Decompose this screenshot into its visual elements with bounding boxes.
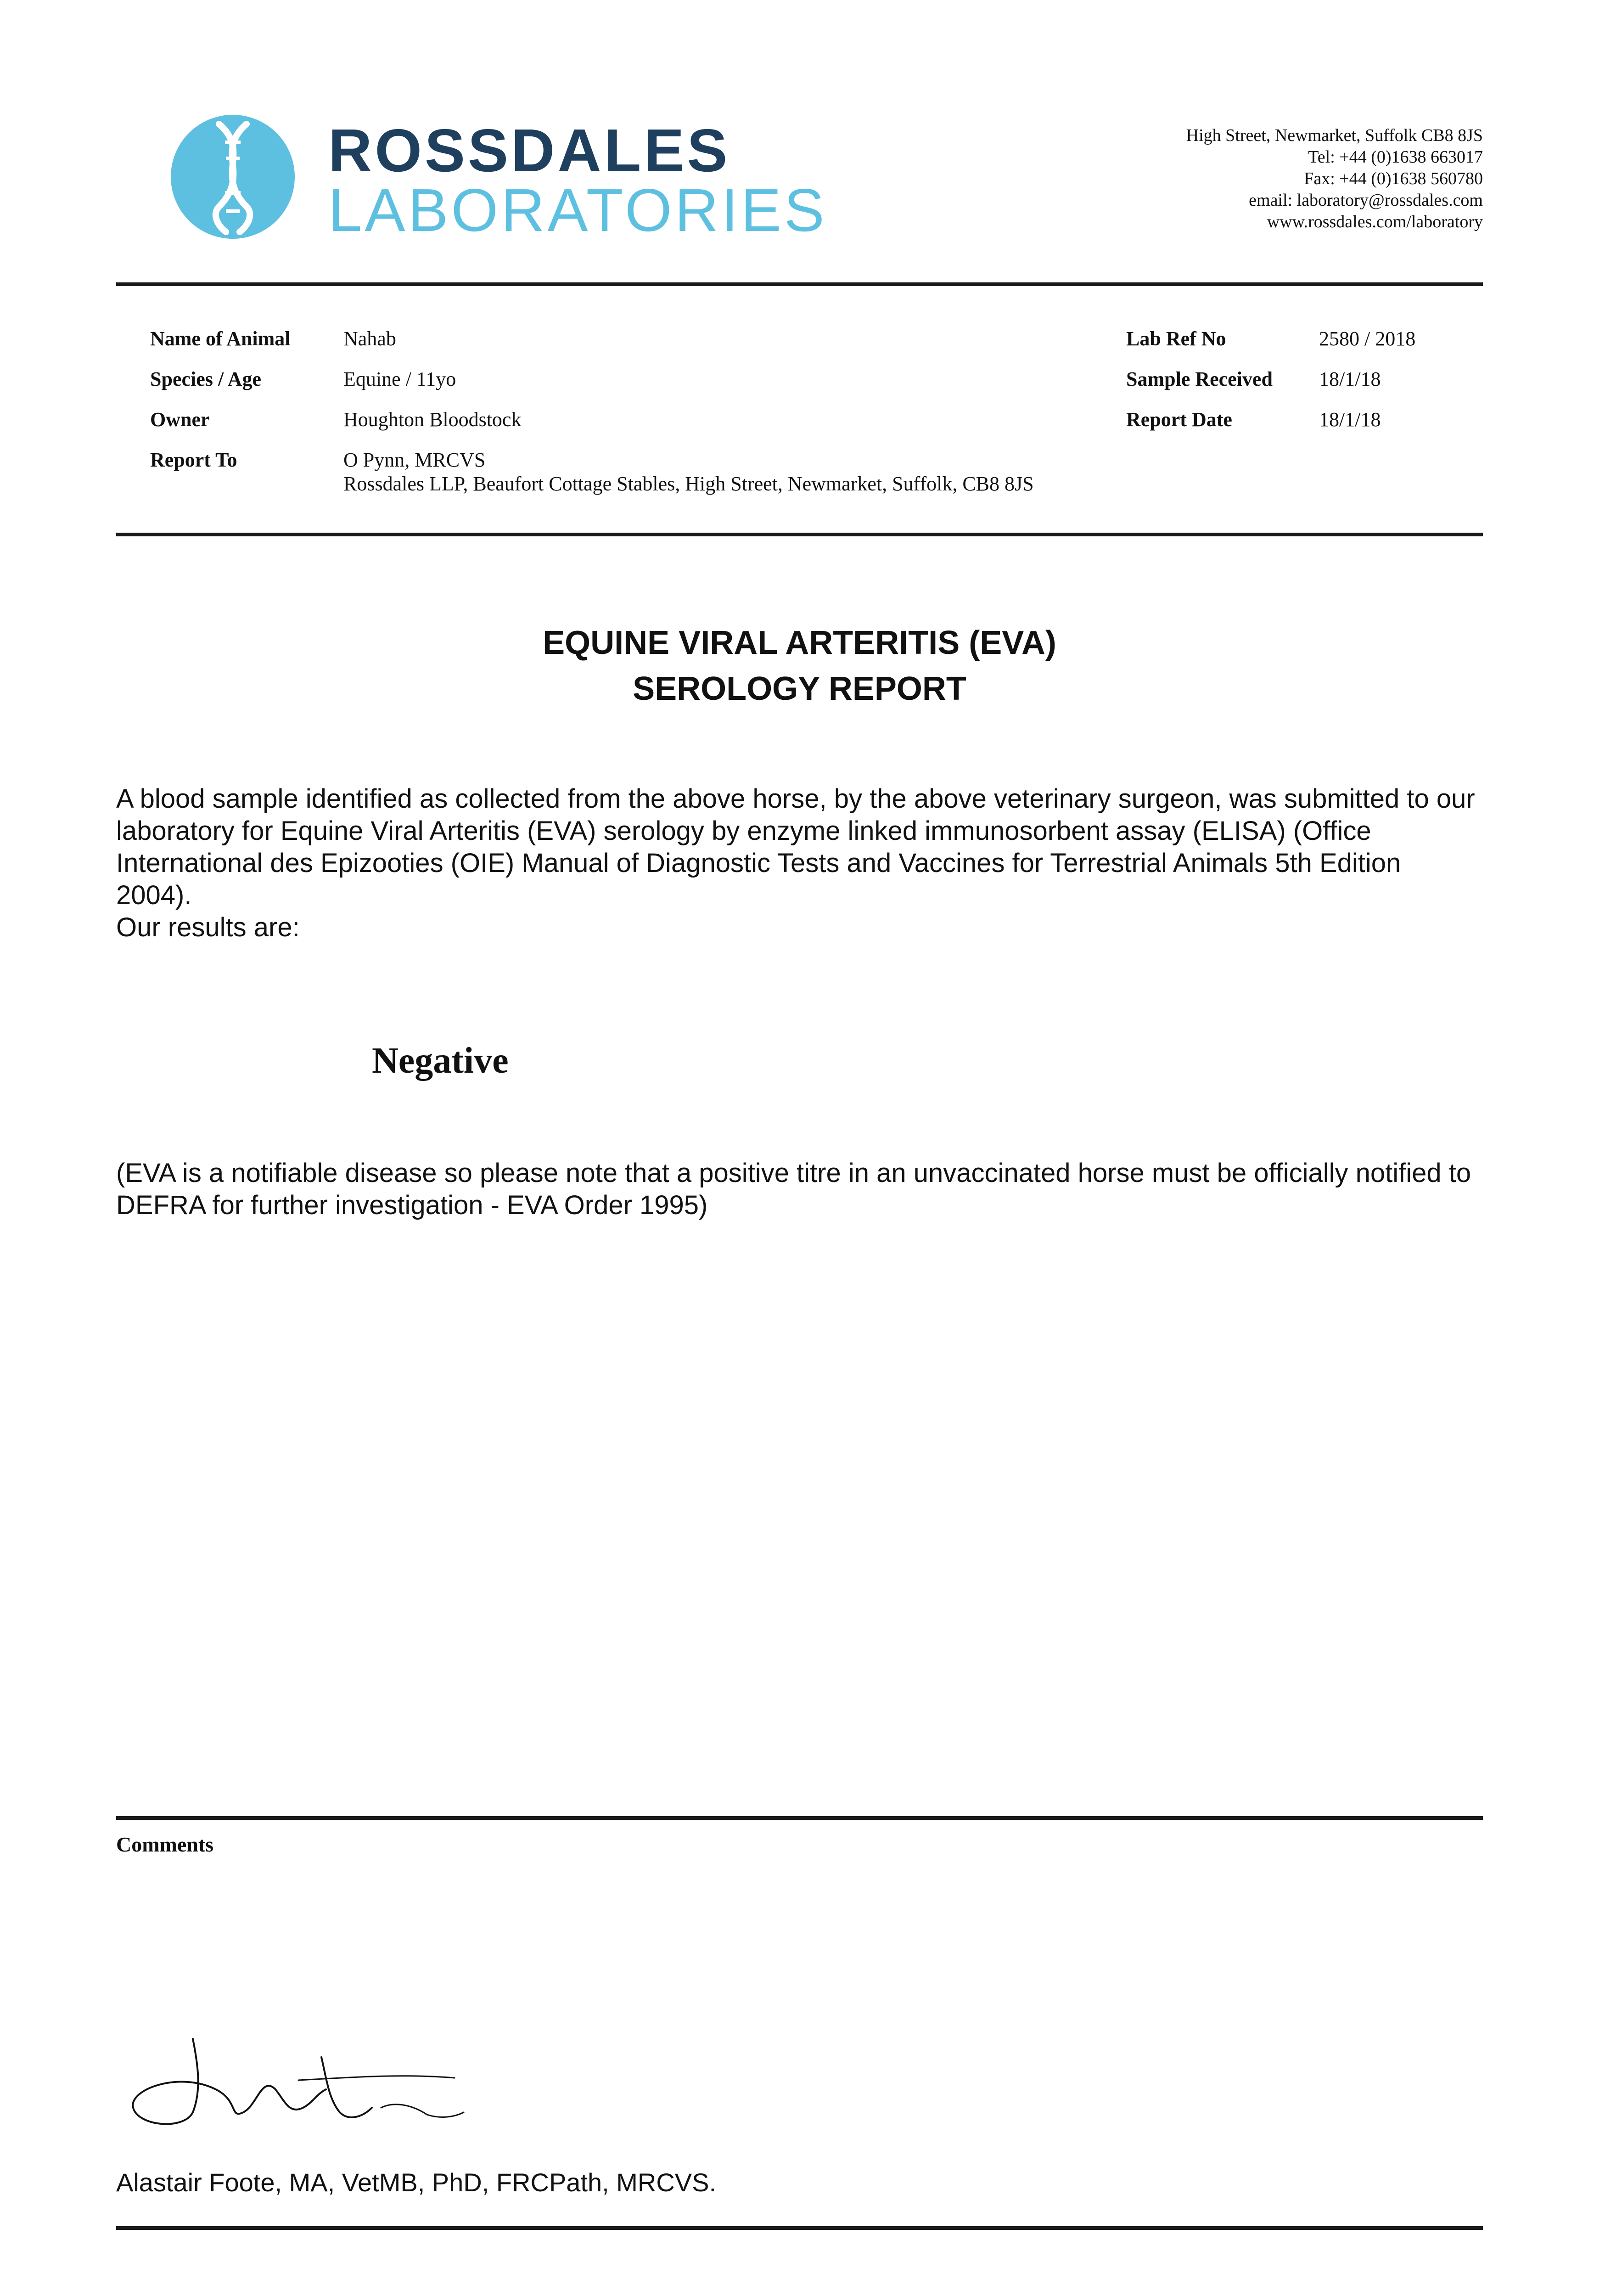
brand-subname: LABORATORIES [328, 176, 827, 244]
report-to-address: Rossdales LLP, Beaufort Cottage Stables, High Street, Newmarket, Suffolk, CB8 8JS [343, 473, 1034, 495]
lab-ref: 2580 / 2018 [1319, 327, 1416, 350]
report-to-label: Report To [150, 449, 237, 471]
species-label: Species / Age [150, 368, 261, 390]
sample-received: 18/1/18 [1319, 368, 1381, 390]
report-title-line1: EQUINE VIRAL ARTERITIS (EVA) [543, 625, 1056, 661]
lab-ref-label: Lab Ref No [1126, 327, 1226, 350]
animal-species: Equine / 11yo [343, 368, 456, 390]
report-to-name: O Pynn, MRCVS [343, 449, 486, 471]
report-date: 18/1/18 [1319, 408, 1381, 431]
divider [116, 282, 1483, 286]
report-title [116, 620, 1483, 712]
signatory-name: Alastair Foote, MA, VetMB, PhD, FRCPath, MRCVS. [116, 2168, 717, 2197]
contact-fax: Fax: +44 (0)1638 560780 [1304, 169, 1483, 188]
divider [116, 533, 1483, 536]
animal-owner: Houghton Bloodstock [343, 408, 522, 431]
divider [116, 1816, 1483, 1820]
test-result: Negative [372, 1041, 509, 1081]
contact-tel: Tel: +44 (0)1638 663017 [1308, 147, 1483, 167]
contact-block [1186, 125, 1483, 233]
contact-email[interactable]: email: laboratory@rossdales.com [1249, 191, 1483, 210]
results-intro: Our results are: [116, 912, 300, 942]
name-label: Name of Animal [150, 327, 291, 350]
intro-paragraph: A blood sample identified as collected from the above horse, by the above veterinary surgeon, was submitted to our laboratory for Equine Viral Arteritis (EVA) serology by enzyme linked immunosorbent assay (ELISA) (Office International des Epizooties (OIE) Manual of Diagnostic Tests and Vaccines for Terrestrial Animals 5th Edition 2004). [116, 784, 1475, 910]
animal-name: Nahab [343, 327, 396, 350]
contact-web[interactable]: www.rossdales.com/laboratory [1267, 212, 1483, 231]
dna-logo-icon [171, 115, 295, 239]
contact-address: High Street, Newmarket, Suffolk CB8 8JS [1186, 126, 1483, 145]
report-date-label: Report Date [1126, 408, 1232, 431]
divider [116, 2226, 1483, 2230]
notifiable-note: (EVA is a notifiable disease so please note that a positive titre in an unvaccinated horse must be officially notified to DEFRA for further investigation - EVA Order 1995) [116, 1158, 1471, 1220]
comments-label: Comments [116, 1833, 214, 1856]
sample-received-label: Sample Received [1126, 368, 1273, 390]
signature-image [124, 2020, 473, 2131]
brand-name: ROSSDALES [328, 117, 730, 184]
owner-label: Owner [150, 408, 210, 431]
report-title-line2: SEROLOGY REPORT [633, 670, 966, 707]
